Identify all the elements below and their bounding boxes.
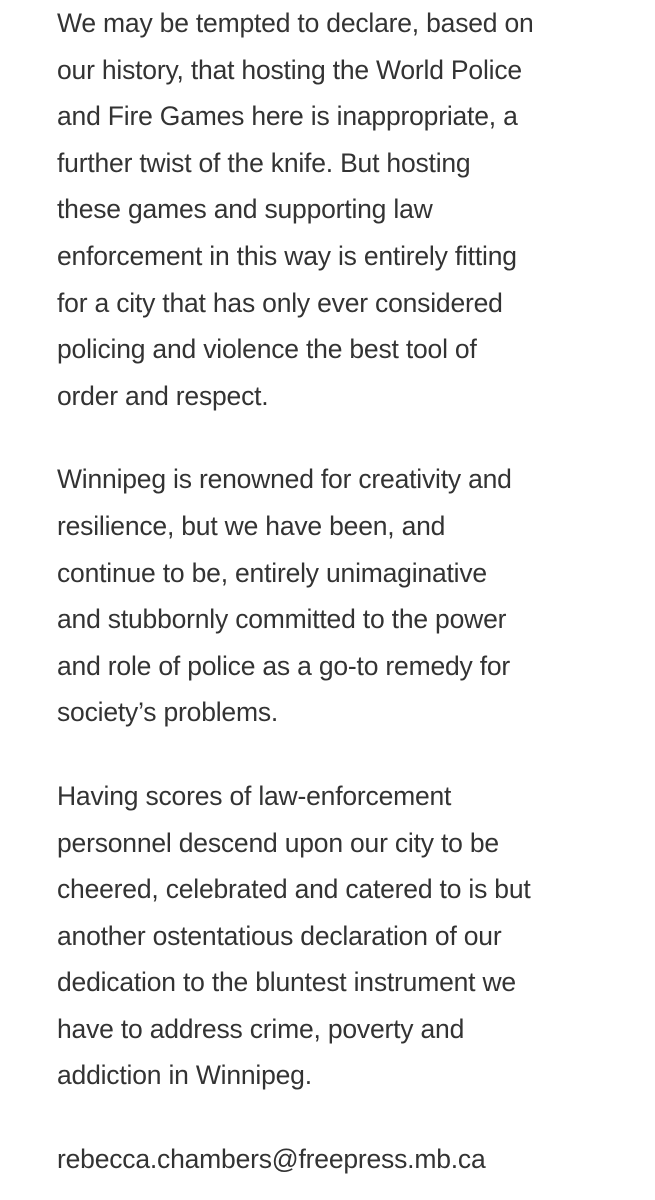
text-line: addiction in Winnipeg. xyxy=(57,1060,312,1091)
text-line: continue to be, entirely unimaginative xyxy=(57,557,487,588)
text-line: for a city that has only ever considered xyxy=(57,287,503,318)
text-line: our history, that hosting the World Police xyxy=(57,54,522,85)
author-email: rebecca.chambers@freepress.mb.ca xyxy=(57,1144,486,1175)
text-line: Having scores of law-enforcement xyxy=(57,780,452,811)
text-line: personnel descend upon our city to be xyxy=(57,827,499,858)
text-line: and Fire Games here is inappropriate, a xyxy=(57,101,518,132)
text-line: cheered, celebrated and catered to is but xyxy=(57,874,531,905)
text-line: policing and violence the best tool of xyxy=(57,334,477,365)
paragraph-1 xyxy=(57,0,649,419)
text-line: and stubbornly committed to the power xyxy=(57,604,507,635)
article-body xyxy=(57,0,649,1183)
paragraph-2 xyxy=(57,456,649,736)
text-line: We may be tempted to declare, based on xyxy=(57,8,534,38)
text-line: society’s problems. xyxy=(57,697,279,728)
paragraph-3 xyxy=(57,773,649,1099)
text-line: enforcement in this way is entirely fitting xyxy=(57,240,517,271)
text-line: and role of police as a go-to remedy for xyxy=(57,650,511,681)
text-line: order and respect. xyxy=(57,380,269,411)
text-line: further twist of the knife. But hosting xyxy=(57,147,471,178)
text-line: dedication to the bluntest instrument we xyxy=(57,967,516,998)
text-line: another ostentatious declaration of our xyxy=(57,920,502,951)
text-line: have to address crime, poverty and xyxy=(57,1013,465,1044)
text-line: Winnipeg is renowned for creativity and xyxy=(57,464,512,495)
text-line: these games and supporting law xyxy=(57,194,433,225)
text-line: resilience, but we have been, and xyxy=(57,510,446,541)
